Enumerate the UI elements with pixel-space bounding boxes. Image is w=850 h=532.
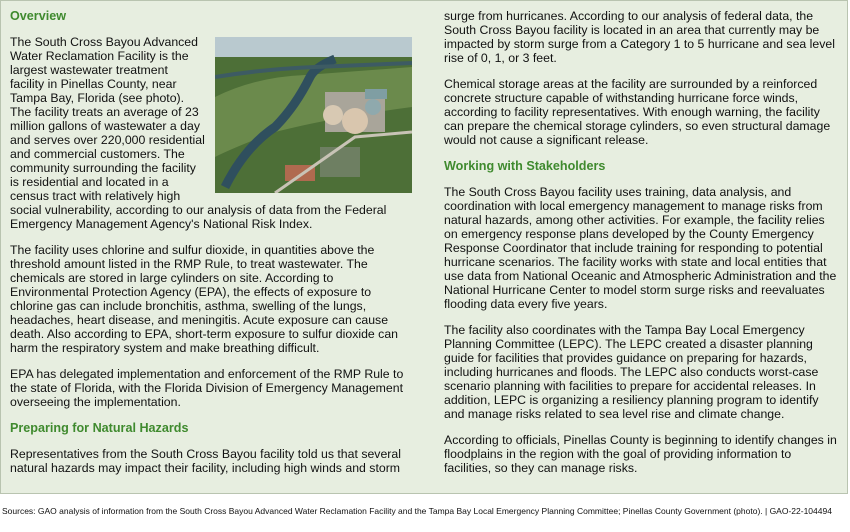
hazards-heading: Preparing for Natural Hazards: [10, 421, 189, 435]
facility-aerial-photo: [215, 37, 412, 193]
overview-paragraph-1: [10, 35, 412, 231]
stakeholders-heading: Working with Stakeholders: [444, 159, 606, 173]
hazards-paragraph-2: Chemical storage areas at the facility are surrounded by a reinforced concrete structure capable of withstanding hurricane force winds, according to facility representatives. With enough warning, the facility can prepare the chemical storage cylinders, so even structural damage would not cause a significant release.: [444, 77, 831, 147]
left-column: [10, 9, 412, 487]
overview-heading: Overview: [10, 9, 67, 23]
overview-paragraph-2: The facility uses chlorine and sulfur dioxide, in quantities above the threshold amount listed in the RMP Rule, to treat wastewater. The chemicals are stored in large cylinders on site. According to Environmental Protection Agency (EPA), the effects of exposure to chlorine gas can include bronchitis, asthma, swelling of the lungs, headaches, heart disease, and meningitis. Acute exposure can cause death. Also according to EPA, short-term exposure to sulfur dioxide can harm the respiratory system and make breathing difficult.: [10, 243, 399, 355]
stakeholders-paragraph-2: The facility also coordinates with the Tampa Bay Local Emergency Planning Committee (LEPC). The LEPC created a disaster planning guide for facilities that provides guidance on preparing for hazards, including hurricanes and floods. The LEPC also conducts worst-case scenario planning with facilities to prepare for accidental releases. In addition, LEPC is organizing a resiliency planning program to identify and manage risks related to sea level rise and climate change.: [444, 323, 819, 421]
overview-paragraph-3: EPA has delegated implementation and enforcement of the RMP Rule to the state of Florida, with the Florida Division of Emergency Management overseeing the implementation.: [10, 367, 404, 409]
sources-footer: Sources: GAO analysis of information from the South Cross Bayou Advanced Water Reclamation Facility and the Tampa Bay Local Emergency Planning Committee; Pinellas County Government (photo). | GAO-22-104494: [2, 506, 832, 516]
hazards-paragraph-1-start: Representatives from the South Cross Bayou facility told us that several natural hazards may impact their facility, including high winds and storm: [10, 447, 401, 475]
hazards-paragraph-1-continued: surge from hurricanes. According to our analysis of federal data, the South Cross Bayou facility is located in an area that currently may be impacted by storm surge from a Category 1 to 5 hurricane and sea level rise of 0, 1, or 3 feet.: [444, 9, 835, 65]
stakeholders-paragraph-1: The South Cross Bayou facility uses training, data analysis, and coordination with local emergency management to manage risks from natural hazards, among other activities. For example, the facility relies on emergency response plans developed by the County Emergency Response Coordinator that include training for responding to potential hurricane scenarios. The facility works with state and local entities that use data from National Oceanic and Atmospheric Administration and the National Hurricane Center to model storm surge risks and reevaluates flooding data every five years.: [444, 185, 837, 311]
right-column: [444, 9, 841, 487]
overview-paragraph-1-text: The South Cross Bayou Advanced Water Reclamation Facility is the largest wastewater treatment facility in Pinellas County, near Tampa Bay, Florida (see photo). The facility treats an average of 23 million gallons of wastewater a day and serves over 220,000 residential and commercial customers. The community surrounding the facility is residential and located in a census tract with relatively high social vulnerability, according to our analysis of data from the Federal Emergency Management Agency's National Risk Index.: [10, 35, 387, 231]
stakeholders-paragraph-3: According to officials, Pinellas County is beginning to identify changes in floodplains in the region with the goal of providing information to facilities, so they can manage risks.: [444, 433, 837, 475]
